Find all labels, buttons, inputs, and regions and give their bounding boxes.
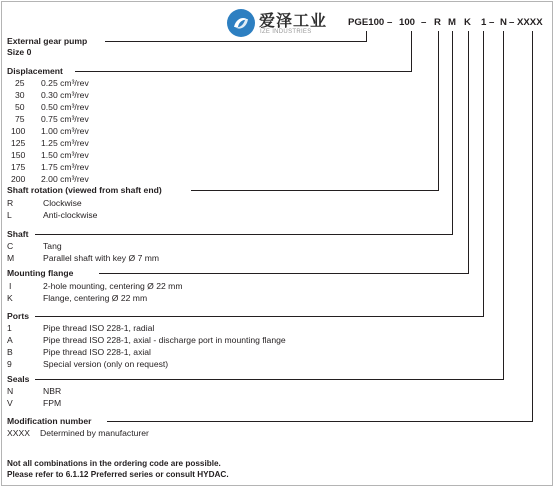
code-segment-series: PGE100 <box>348 17 385 28</box>
option-desc: Tang <box>43 241 62 251</box>
option-desc: FPM <box>43 398 62 408</box>
option-code: XXXX <box>7 428 30 438</box>
connector-displacement <box>75 31 412 72</box>
option-desc: 1.00 cm³/rev <box>41 126 89 136</box>
code-segment-ports: 1 <box>481 17 487 28</box>
connector-lines <box>2 2 552 485</box>
option-code: B <box>7 347 13 357</box>
code-segment-flange: K <box>464 17 471 28</box>
logo-name-cn: 爱泽工业 <box>259 11 328 30</box>
option-code: M <box>7 253 15 263</box>
option-desc: 2.00 cm³/rev <box>41 174 89 184</box>
option-code: 25 <box>15 78 25 88</box>
connector-flange <box>99 31 469 274</box>
section-title: Seals <box>7 374 30 384</box>
section-title: External gear pump <box>7 36 88 46</box>
code-segment-seals: N <box>500 17 507 28</box>
option-code: 100 <box>11 126 26 136</box>
footnote-line: Please refer to 6.1.12 Preferred series or consult HYDAC. <box>7 470 229 479</box>
option-desc: 0.75 cm³/rev <box>41 114 89 124</box>
option-code: L <box>7 210 12 220</box>
option-desc: Pipe thread ISO 228-1, axial - discharge port in mounting flange <box>43 335 286 345</box>
option-code: 125 <box>11 138 26 148</box>
option-code: N <box>7 386 14 396</box>
code-separator: – <box>421 17 427 28</box>
option-desc: Clockwise <box>43 198 82 208</box>
ordering-code-document <box>1 1 553 486</box>
option-desc: Special version (only on request) <box>43 359 169 369</box>
code-separator: – <box>387 17 393 28</box>
section-title: Displacement <box>7 66 63 76</box>
code-separator: – <box>489 17 495 28</box>
option-desc: 1.25 cm³/rev <box>41 138 89 148</box>
option-desc: Flange, centering Ø 22 mm <box>43 293 148 303</box>
option-code: C <box>7 241 14 251</box>
option-code: 50 <box>15 102 25 112</box>
option-desc: Anti-clockwise <box>43 210 98 220</box>
section-title: Shaft rotation (viewed from shaft end) <box>7 185 162 195</box>
option-code: 9 <box>7 359 12 369</box>
option-code: A <box>7 335 13 345</box>
option-desc: Determined by manufacturer <box>40 428 149 438</box>
code-segment-modification: XXXX <box>517 17 543 28</box>
section-title: Shaft <box>7 229 29 239</box>
footnote-line: Not all combinations in the ordering code are possible. <box>7 459 221 468</box>
code-segment-displacement: 100 <box>399 17 416 28</box>
option-code: 1 <box>7 323 12 333</box>
section-subtitle: Size 0 <box>7 47 32 57</box>
section-title: Mounting flange <box>7 268 74 278</box>
code-separator: – <box>509 17 515 28</box>
option-desc: 0.25 cm³/rev <box>41 78 89 88</box>
option-code: 175 <box>11 162 26 172</box>
option-desc: 1.75 cm³/rev <box>41 162 89 172</box>
connector-rotation <box>191 31 439 191</box>
option-code: 150 <box>11 150 26 160</box>
option-code: V <box>7 398 13 408</box>
code-segment-shaft: M <box>448 17 456 28</box>
logo-name-en: IZE INDUSTRIES <box>260 29 312 35</box>
option-desc: 0.50 cm³/rev <box>41 102 89 112</box>
option-code: K <box>7 293 13 303</box>
option-desc: Parallel shaft with key Ø 7 mm <box>43 253 160 263</box>
connector-series <box>105 31 367 42</box>
option-code: I <box>9 281 12 291</box>
connector-shaft <box>35 31 453 235</box>
section-title: Modification number <box>7 416 92 426</box>
option-desc: NBR <box>43 386 62 396</box>
option-desc: Pipe thread ISO 228-1, radial <box>43 323 155 333</box>
option-code: 200 <box>11 174 26 184</box>
option-desc: 2-hole mounting, centering Ø 22 mm <box>43 281 183 291</box>
option-desc: 1.50 cm³/rev <box>41 150 89 160</box>
option-desc: Pipe thread ISO 228-1, axial <box>43 347 151 357</box>
option-code: 75 <box>15 114 25 124</box>
option-code: 30 <box>15 90 25 100</box>
code-segment-rotation: R <box>434 17 441 28</box>
section-title: Ports <box>7 311 29 321</box>
option-code: R <box>7 198 14 208</box>
option-desc: 0.30 cm³/rev <box>41 90 89 100</box>
